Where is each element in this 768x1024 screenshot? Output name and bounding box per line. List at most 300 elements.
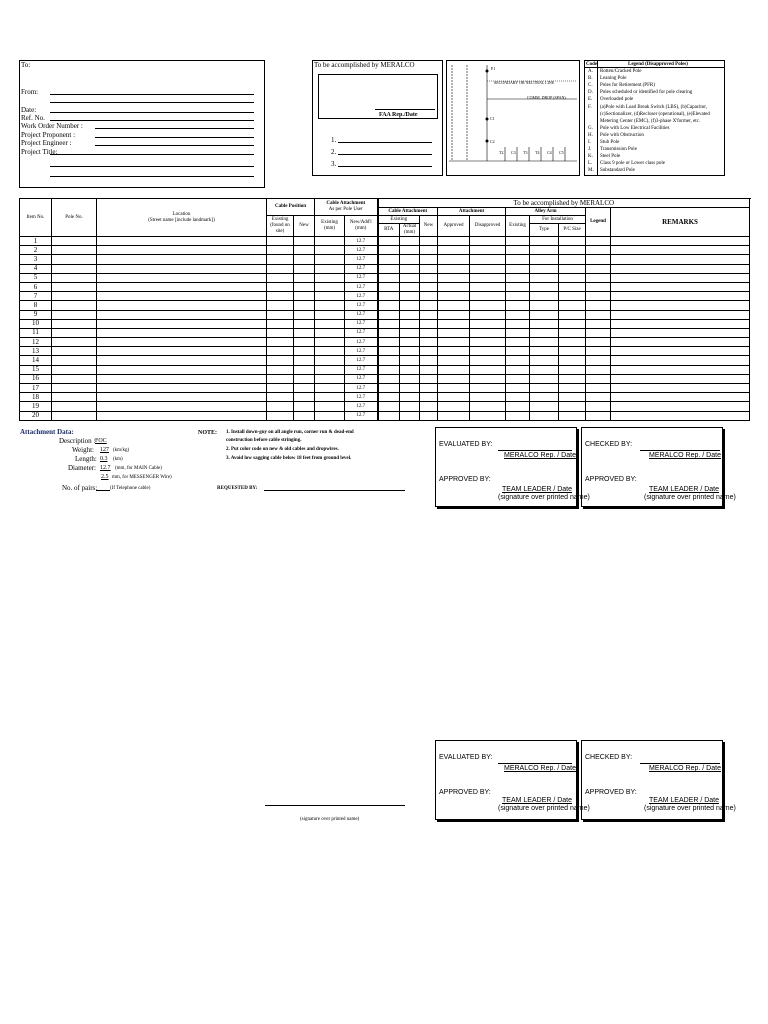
- table-cell[interactable]: [506, 411, 530, 420]
- table-cell[interactable]: [611, 237, 750, 246]
- table-cell[interactable]: [586, 273, 611, 282]
- table-cell[interactable]: [420, 328, 438, 337]
- table-cell[interactable]: [611, 374, 750, 383]
- table-cell[interactable]: [378, 282, 400, 291]
- table-cell[interactable]: [97, 374, 267, 383]
- table-cell[interactable]: [420, 292, 438, 301]
- table-cell[interactable]: [97, 319, 267, 328]
- table-cell[interactable]: [400, 273, 420, 282]
- row-new-addl-value[interactable]: 12.7: [345, 411, 378, 420]
- table-cell[interactable]: [470, 338, 506, 347]
- table-cell[interactable]: [559, 310, 586, 319]
- table-cell[interactable]: [315, 237, 345, 246]
- table-cell[interactable]: [506, 310, 530, 319]
- table-cell[interactable]: [470, 282, 506, 291]
- table-cell[interactable]: [315, 411, 345, 420]
- date-line[interactable]: [50, 112, 254, 113]
- table-cell[interactable]: [559, 402, 586, 411]
- table-cell[interactable]: [506, 237, 530, 246]
- table-cell[interactable]: [378, 255, 400, 264]
- meralco-line-3[interactable]: [338, 166, 432, 167]
- table-cell[interactable]: [267, 402, 294, 411]
- table-cell[interactable]: [400, 310, 420, 319]
- table-cell[interactable]: [586, 246, 611, 255]
- table-cell[interactable]: [378, 402, 400, 411]
- table-cell[interactable]: [530, 264, 559, 273]
- table-cell[interactable]: [267, 264, 294, 273]
- table-cell[interactable]: [420, 365, 438, 374]
- table-cell[interactable]: [506, 384, 530, 393]
- table-cell[interactable]: [559, 384, 586, 393]
- table-cell[interactable]: [315, 347, 345, 356]
- table-cell[interactable]: [52, 384, 97, 393]
- table-cell[interactable]: [267, 319, 294, 328]
- table-cell[interactable]: [315, 301, 345, 310]
- table-cell[interactable]: [378, 264, 400, 273]
- table-cell[interactable]: [420, 273, 438, 282]
- row-new-addl-value[interactable]: 12.7: [345, 328, 378, 337]
- table-cell[interactable]: [400, 374, 420, 383]
- table-cell[interactable]: [52, 347, 97, 356]
- table-cell[interactable]: [97, 246, 267, 255]
- table-cell[interactable]: [400, 246, 420, 255]
- table-cell[interactable]: [611, 246, 750, 255]
- table-cell[interactable]: [52, 356, 97, 365]
- table-cell[interactable]: [530, 328, 559, 337]
- table-cell[interactable]: [315, 402, 345, 411]
- table-cell[interactable]: [438, 384, 470, 393]
- table-cell[interactable]: [438, 237, 470, 246]
- table-cell[interactable]: [267, 338, 294, 347]
- row-new-addl-value[interactable]: 12.7: [345, 384, 378, 393]
- table-cell[interactable]: [400, 365, 420, 374]
- evaluated-by-line[interactable]: [498, 450, 572, 451]
- table-cell[interactable]: [294, 338, 315, 347]
- table-cell[interactable]: [470, 365, 506, 374]
- table-cell[interactable]: [400, 292, 420, 301]
- footer-signature-line[interactable]: [265, 805, 405, 806]
- table-cell[interactable]: [315, 282, 345, 291]
- table-cell[interactable]: [470, 393, 506, 402]
- table-cell[interactable]: [294, 246, 315, 255]
- table-cell[interactable]: [586, 365, 611, 374]
- table-cell[interactable]: [378, 246, 400, 255]
- table-cell[interactable]: [470, 264, 506, 273]
- table-cell[interactable]: [506, 374, 530, 383]
- table-cell[interactable]: [611, 319, 750, 328]
- table-cell[interactable]: [420, 393, 438, 402]
- requested-by-line[interactable]: [264, 490, 405, 491]
- table-cell[interactable]: [470, 356, 506, 365]
- table-cell[interactable]: [294, 255, 315, 264]
- table-cell[interactable]: [530, 301, 559, 310]
- table-cell[interactable]: [438, 374, 470, 383]
- table-cell[interactable]: [506, 365, 530, 374]
- table-cell[interactable]: [438, 402, 470, 411]
- table-cell[interactable]: [530, 393, 559, 402]
- row-new-addl-value[interactable]: 12.7: [345, 292, 378, 301]
- table-cell[interactable]: [400, 338, 420, 347]
- row-new-addl-value[interactable]: 12.7: [345, 356, 378, 365]
- table-cell[interactable]: [315, 374, 345, 383]
- table-cell[interactable]: [267, 384, 294, 393]
- table-cell[interactable]: [52, 328, 97, 337]
- table-cell[interactable]: [586, 393, 611, 402]
- table-cell[interactable]: [438, 264, 470, 273]
- table-cell[interactable]: [97, 338, 267, 347]
- table-cell[interactable]: [506, 301, 530, 310]
- table-cell[interactable]: [267, 255, 294, 264]
- table-cell[interactable]: [611, 402, 750, 411]
- table-cell[interactable]: [530, 374, 559, 383]
- table-cell[interactable]: [611, 338, 750, 347]
- table-cell[interactable]: [52, 411, 97, 420]
- table-cell[interactable]: [267, 328, 294, 337]
- table-cell[interactable]: [470, 301, 506, 310]
- table-cell[interactable]: [400, 393, 420, 402]
- table-cell[interactable]: [586, 237, 611, 246]
- row-new-addl-value[interactable]: 12.7: [345, 347, 378, 356]
- table-cell[interactable]: [586, 292, 611, 301]
- table-cell[interactable]: [400, 237, 420, 246]
- table-cell[interactable]: [294, 292, 315, 301]
- table-cell[interactable]: [378, 273, 400, 282]
- table-cell[interactable]: [530, 282, 559, 291]
- table-cell[interactable]: [52, 273, 97, 282]
- table-cell[interactable]: [267, 365, 294, 374]
- table-cell[interactable]: [378, 338, 400, 347]
- row-new-addl-value[interactable]: 12.7: [345, 264, 378, 273]
- table-cell[interactable]: [267, 411, 294, 420]
- table-cell[interactable]: [438, 393, 470, 402]
- table-cell[interactable]: [52, 255, 97, 264]
- table-cell[interactable]: [506, 328, 530, 337]
- table-cell[interactable]: [470, 255, 506, 264]
- table-cell[interactable]: [315, 319, 345, 328]
- table-cell[interactable]: [559, 347, 586, 356]
- row-new-addl-value[interactable]: 12.7: [345, 246, 378, 255]
- checked-by-line-lower[interactable]: [640, 763, 720, 764]
- table-cell[interactable]: [420, 338, 438, 347]
- table-cell[interactable]: [378, 411, 400, 420]
- table-cell[interactable]: [315, 393, 345, 402]
- table-cell[interactable]: [559, 282, 586, 291]
- table-cell[interactable]: [294, 365, 315, 374]
- table-cell[interactable]: [559, 264, 586, 273]
- table-cell[interactable]: [97, 301, 267, 310]
- meralco-line-2[interactable]: [338, 154, 432, 155]
- table-cell[interactable]: [267, 301, 294, 310]
- table-cell[interactable]: [559, 338, 586, 347]
- table-cell[interactable]: [420, 347, 438, 356]
- table-cell[interactable]: [559, 273, 586, 282]
- table-cell[interactable]: [559, 411, 586, 420]
- table-cell[interactable]: [52, 402, 97, 411]
- table-cell[interactable]: [420, 301, 438, 310]
- table-cell[interactable]: [586, 319, 611, 328]
- table-cell[interactable]: [267, 310, 294, 319]
- table-cell[interactable]: [438, 246, 470, 255]
- table-cell[interactable]: [438, 282, 470, 291]
- table-cell[interactable]: [586, 328, 611, 337]
- table-cell[interactable]: [559, 255, 586, 264]
- from-line[interactable]: [50, 94, 254, 95]
- table-cell[interactable]: [438, 310, 470, 319]
- table-cell[interactable]: [438, 356, 470, 365]
- table-cell[interactable]: [52, 338, 97, 347]
- row-new-addl-value[interactable]: 12.7: [345, 282, 378, 291]
- table-cell[interactable]: [400, 264, 420, 273]
- table-cell[interactable]: [470, 411, 506, 420]
- table-cell[interactable]: [267, 246, 294, 255]
- title-line-3[interactable]: [50, 176, 254, 177]
- table-cell[interactable]: [97, 264, 267, 273]
- table-cell[interactable]: [52, 365, 97, 374]
- table-cell[interactable]: [420, 374, 438, 383]
- table-cell[interactable]: [470, 374, 506, 383]
- table-cell[interactable]: [97, 347, 267, 356]
- table-cell[interactable]: [559, 301, 586, 310]
- table-cell[interactable]: [470, 347, 506, 356]
- table-cell[interactable]: [559, 237, 586, 246]
- table-cell[interactable]: [611, 301, 750, 310]
- table-cell[interactable]: [378, 310, 400, 319]
- table-cell[interactable]: [378, 374, 400, 383]
- table-cell[interactable]: [400, 282, 420, 291]
- table-cell[interactable]: [294, 310, 315, 319]
- table-cell[interactable]: [420, 237, 438, 246]
- table-cell[interactable]: [559, 292, 586, 301]
- table-cell[interactable]: [400, 347, 420, 356]
- table-cell[interactable]: [438, 273, 470, 282]
- row-new-addl-value[interactable]: 12.7: [345, 402, 378, 411]
- table-cell[interactable]: [52, 264, 97, 273]
- table-cell[interactable]: [611, 328, 750, 337]
- table-cell[interactable]: [378, 237, 400, 246]
- table-cell[interactable]: [52, 374, 97, 383]
- table-cell[interactable]: [420, 264, 438, 273]
- row-new-addl-value[interactable]: 12.7: [345, 393, 378, 402]
- table-cell[interactable]: [97, 273, 267, 282]
- table-cell[interactable]: [294, 282, 315, 291]
- table-cell[interactable]: [611, 356, 750, 365]
- work-order-line[interactable]: [95, 128, 254, 129]
- table-cell[interactable]: [52, 292, 97, 301]
- table-cell[interactable]: [559, 328, 586, 337]
- table-cell[interactable]: [420, 246, 438, 255]
- table-cell[interactable]: [97, 393, 267, 402]
- table-cell[interactable]: [378, 292, 400, 301]
- table-cell[interactable]: [438, 338, 470, 347]
- table-cell[interactable]: [267, 393, 294, 402]
- table-cell[interactable]: [470, 310, 506, 319]
- table-cell[interactable]: [420, 411, 438, 420]
- table-cell[interactable]: [267, 374, 294, 383]
- table-cell[interactable]: [530, 319, 559, 328]
- row-new-addl-value[interactable]: 12.7: [345, 319, 378, 328]
- table-cell[interactable]: [378, 393, 400, 402]
- table-cell[interactable]: [315, 365, 345, 374]
- table-cell[interactable]: [506, 246, 530, 255]
- table-cell[interactable]: [315, 255, 345, 264]
- table-cell[interactable]: [470, 246, 506, 255]
- table-cell[interactable]: [506, 393, 530, 402]
- table-cell[interactable]: [315, 292, 345, 301]
- table-cell[interactable]: [400, 402, 420, 411]
- table-cell[interactable]: [470, 384, 506, 393]
- checked-by-line[interactable]: [640, 450, 720, 451]
- row-new-addl-value[interactable]: 12.7: [345, 374, 378, 383]
- table-cell[interactable]: [294, 264, 315, 273]
- table-cell[interactable]: [559, 365, 586, 374]
- table-cell[interactable]: [530, 246, 559, 255]
- table-cell[interactable]: [378, 328, 400, 337]
- table-cell[interactable]: [559, 319, 586, 328]
- table-cell[interactable]: [294, 374, 315, 383]
- table-cell[interactable]: [530, 365, 559, 374]
- table-cell[interactable]: [611, 393, 750, 402]
- table-cell[interactable]: [506, 292, 530, 301]
- table-cell[interactable]: [438, 365, 470, 374]
- row-new-addl-value[interactable]: 12.7: [345, 273, 378, 282]
- table-cell[interactable]: [530, 347, 559, 356]
- table-cell[interactable]: [438, 301, 470, 310]
- table-cell[interactable]: [530, 255, 559, 264]
- table-cell[interactable]: [52, 319, 97, 328]
- table-cell[interactable]: [559, 356, 586, 365]
- table-cell[interactable]: [506, 282, 530, 291]
- table-cell[interactable]: [586, 411, 611, 420]
- table-cell[interactable]: [586, 255, 611, 264]
- table-cell[interactable]: [506, 356, 530, 365]
- table-cell[interactable]: [378, 301, 400, 310]
- table-cell[interactable]: [400, 328, 420, 337]
- table-cell[interactable]: [267, 356, 294, 365]
- table-cell[interactable]: [611, 264, 750, 273]
- row-new-addl-value[interactable]: 12.7: [345, 338, 378, 347]
- table-cell[interactable]: [267, 282, 294, 291]
- table-cell[interactable]: [420, 310, 438, 319]
- table-cell[interactable]: [97, 310, 267, 319]
- table-cell[interactable]: [530, 338, 559, 347]
- table-cell[interactable]: [294, 301, 315, 310]
- table-cell[interactable]: [470, 319, 506, 328]
- table-cell[interactable]: [586, 374, 611, 383]
- table-cell[interactable]: [400, 411, 420, 420]
- engineer-line[interactable]: [95, 145, 254, 146]
- table-cell[interactable]: [506, 264, 530, 273]
- row-new-addl-value[interactable]: 12.7: [345, 301, 378, 310]
- table-cell[interactable]: [506, 338, 530, 347]
- table-cell[interactable]: [294, 384, 315, 393]
- table-cell[interactable]: [611, 292, 750, 301]
- pairs-line[interactable]: [96, 490, 110, 491]
- row-new-addl-value[interactable]: 12.7: [345, 310, 378, 319]
- table-cell[interactable]: [420, 384, 438, 393]
- row-new-addl-value[interactable]: 12.7: [345, 365, 378, 374]
- table-cell[interactable]: [97, 384, 267, 393]
- table-cell[interactable]: [470, 237, 506, 246]
- table-cell[interactable]: [586, 310, 611, 319]
- table-cell[interactable]: [294, 393, 315, 402]
- table-cell[interactable]: [470, 402, 506, 411]
- table-cell[interactable]: [530, 384, 559, 393]
- table-cell[interactable]: [586, 264, 611, 273]
- table-cell[interactable]: [530, 292, 559, 301]
- meralco-line-1[interactable]: [338, 142, 432, 143]
- table-cell[interactable]: [559, 393, 586, 402]
- table-cell[interactable]: [52, 301, 97, 310]
- table-cell[interactable]: [52, 393, 97, 402]
- table-cell[interactable]: [438, 347, 470, 356]
- table-cell[interactable]: [611, 347, 750, 356]
- table-cell[interactable]: [586, 301, 611, 310]
- table-cell[interactable]: [294, 237, 315, 246]
- table-cell[interactable]: [294, 328, 315, 337]
- table-cell[interactable]: [400, 255, 420, 264]
- table-cell[interactable]: [400, 301, 420, 310]
- table-cell[interactable]: [611, 384, 750, 393]
- table-cell[interactable]: [267, 237, 294, 246]
- row-new-addl-value[interactable]: 12.7: [345, 255, 378, 264]
- table-cell[interactable]: [97, 292, 267, 301]
- table-cell[interactable]: [315, 356, 345, 365]
- table-cell[interactable]: [97, 255, 267, 264]
- table-cell[interactable]: [97, 402, 267, 411]
- table-cell[interactable]: [420, 356, 438, 365]
- table-cell[interactable]: [97, 282, 267, 291]
- table-cell[interactable]: [586, 402, 611, 411]
- table-cell[interactable]: [52, 310, 97, 319]
- table-cell[interactable]: [378, 384, 400, 393]
- table-cell[interactable]: [267, 347, 294, 356]
- table-cell[interactable]: [294, 347, 315, 356]
- from-line-2[interactable]: [50, 102, 254, 103]
- table-cell[interactable]: [294, 356, 315, 365]
- table-cell[interactable]: [267, 292, 294, 301]
- table-cell[interactable]: [586, 356, 611, 365]
- table-cell[interactable]: [267, 273, 294, 282]
- table-cell[interactable]: [438, 319, 470, 328]
- row-new-addl-value[interactable]: 12.7: [345, 237, 378, 246]
- evaluated-by-line-lower[interactable]: [498, 763, 572, 764]
- table-cell[interactable]: [315, 264, 345, 273]
- table-cell[interactable]: [97, 365, 267, 374]
- ref-line[interactable]: [50, 120, 254, 121]
- table-cell[interactable]: [506, 402, 530, 411]
- table-cell[interactable]: [420, 402, 438, 411]
- table-cell[interactable]: [438, 328, 470, 337]
- table-cell[interactable]: [294, 402, 315, 411]
- table-cell[interactable]: [586, 338, 611, 347]
- table-cell[interactable]: [420, 319, 438, 328]
- table-cell[interactable]: [315, 328, 345, 337]
- table-cell[interactable]: [611, 255, 750, 264]
- table-cell[interactable]: [400, 384, 420, 393]
- table-cell[interactable]: [378, 365, 400, 374]
- table-cell[interactable]: [611, 310, 750, 319]
- table-cell[interactable]: [378, 319, 400, 328]
- table-cell[interactable]: [506, 347, 530, 356]
- table-cell[interactable]: [586, 282, 611, 291]
- table-cell[interactable]: [530, 237, 559, 246]
- table-cell[interactable]: [559, 374, 586, 383]
- table-cell[interactable]: [530, 402, 559, 411]
- faa-line[interactable]: [375, 109, 435, 110]
- table-cell[interactable]: [315, 246, 345, 255]
- table-cell[interactable]: [97, 411, 267, 420]
- table-cell[interactable]: [530, 273, 559, 282]
